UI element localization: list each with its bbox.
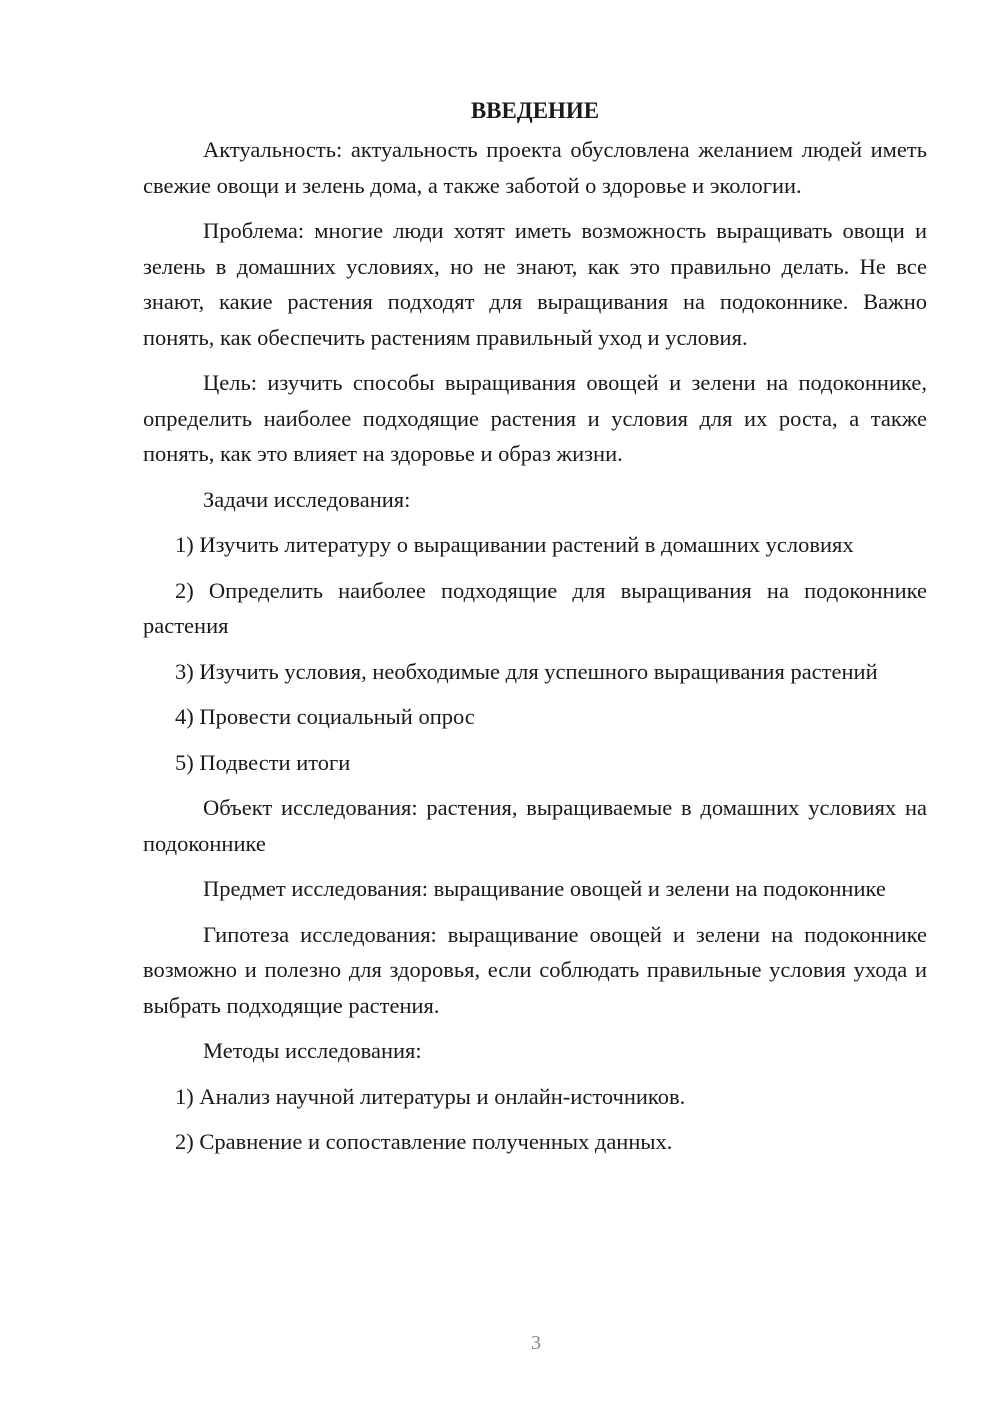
hypothesis-paragraph: Гипотеза исследования: выращивание овощей и зелени на подоконнике возможно и полезно для здоровья, если соблюдать правильные условия ухода и выбрать подходящие растения.	[143, 921, 927, 1018]
subject-paragraph: Предмет исследования: выращивание овощей и зелени на подоконнике	[203, 876, 886, 901]
task-item-2: 2) Определить наиболее подходящие для выращивания на подоконнике растения	[143, 577, 927, 638]
page-number: 3	[531, 1332, 541, 1354]
document-page	[143, 93, 927, 1170]
goal-paragraph: Цель: изучить способы выращивания овощей и зелени на подоконнике, определить наиболее подходящие растения и условия для их роста, а также понять, как это влияет на здоровье и образ жизни.	[143, 370, 927, 466]
task-item-1: 1) Изучить литературу о выращивании растений в домашних условиях	[175, 532, 854, 557]
method-item-1: 1) Анализ научной литературы и онлайн-источников.	[175, 1083, 686, 1109]
page-title: ВВЕДЕНИЕ	[470, 98, 600, 123]
problem-paragraph: Проблема: многие люди хотят иметь возможность выращивать овощи и зелень в домашних условиях, но не знают, как это правильно делать. Не все знают, какие растения подходят для выращивания на подоконнике. Важно понять, как обеспечить растениям правильный уход и условия.	[143, 218, 927, 350]
methods-heading: Методы исследования:	[203, 1038, 422, 1063]
method-item-2: 2) Сравнение и сопоставление полученных данных.	[175, 1129, 673, 1154]
task-item-3: 3) Изучить условия, необходимые для успешного выращивания растений	[175, 658, 878, 684]
task-item-5: 5) Подвести итоги	[175, 749, 351, 775]
relevance-paragraph: Актуальность: актуальность проекта обусловлена желанием людей иметь свежие овощи и зелень дома, а также заботой о здоровье и экологии.	[143, 137, 927, 198]
tasks-heading: Задачи исследования:	[203, 486, 411, 512]
task-item-4: 4) Провести социальный опрос	[175, 704, 475, 729]
object-paragraph: Объект исследования: растения, выращиваемые в домашних условиях на подоконнике	[143, 795, 927, 856]
